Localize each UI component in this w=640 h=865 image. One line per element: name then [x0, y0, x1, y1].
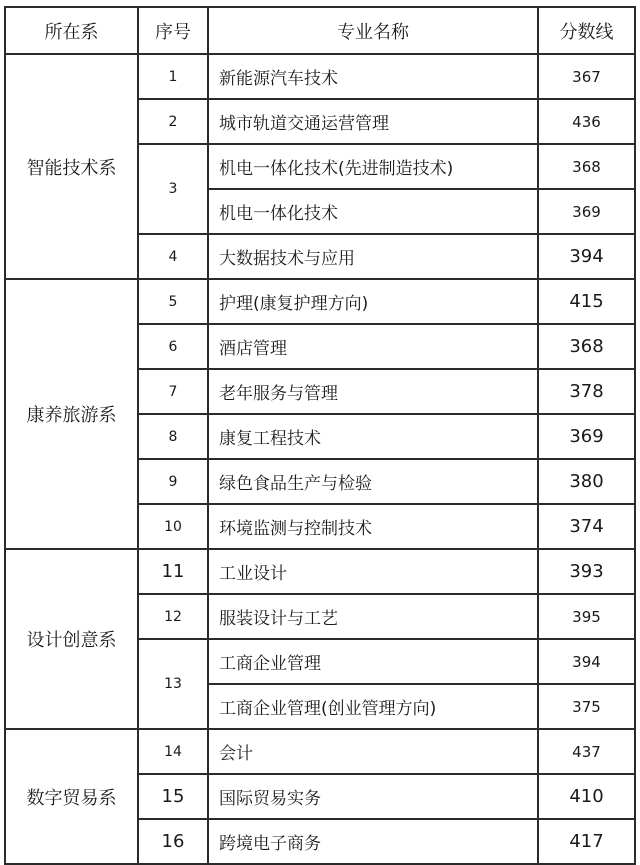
- score-cell: 417: [538, 819, 635, 864]
- score-cell: 394: [538, 234, 635, 279]
- seq-cell: 14: [138, 729, 208, 774]
- seq-cell: 10: [138, 504, 208, 549]
- major-cell: 酒店管理: [208, 324, 538, 369]
- seq-cell: 7: [138, 369, 208, 414]
- dept-cell: 康养旅游系: [5, 279, 138, 549]
- seq-cell: 4: [138, 234, 208, 279]
- score-cell: 375: [538, 684, 635, 729]
- seq-cell: 5: [138, 279, 208, 324]
- major-cell: 跨境电子商务: [208, 819, 538, 864]
- header-row: [5, 7, 635, 54]
- seq-cell: 12: [138, 594, 208, 639]
- major-cell: 机电一体化技术: [208, 189, 538, 234]
- score-cell: 393: [538, 549, 635, 594]
- score-cell: 394: [538, 639, 635, 684]
- major-cell: 环境监测与控制技术: [208, 504, 538, 549]
- table-row: [5, 549, 635, 594]
- seq-cell: 1: [138, 54, 208, 99]
- header-dept: 所在系: [5, 7, 138, 54]
- major-cell: 工业设计: [208, 549, 538, 594]
- table-row: [5, 729, 635, 774]
- score-cell: 368: [538, 324, 635, 369]
- major-cell: 老年服务与管理: [208, 369, 538, 414]
- admission-score-table: [4, 6, 636, 865]
- seq-cell: 9: [138, 459, 208, 504]
- score-cell: 380: [538, 459, 635, 504]
- major-cell: 新能源汽车技术: [208, 54, 538, 99]
- score-cell: 436: [538, 99, 635, 144]
- seq-cell: 2: [138, 99, 208, 144]
- header-score: 分数线: [538, 7, 635, 54]
- major-cell: 机电一体化技术(先进制造技术): [208, 144, 538, 189]
- major-cell: 工商企业管理: [208, 639, 538, 684]
- score-cell: 395: [538, 594, 635, 639]
- score-cell: 410: [538, 774, 635, 819]
- major-cell: 护理(康复护理方向): [208, 279, 538, 324]
- dept-cell: 设计创意系: [5, 549, 138, 729]
- major-cell: 康复工程技术: [208, 414, 538, 459]
- seq-cell: 11: [138, 549, 208, 594]
- major-cell: 大数据技术与应用: [208, 234, 538, 279]
- seq-cell: 6: [138, 324, 208, 369]
- seq-cell: 8: [138, 414, 208, 459]
- dept-cell: 智能技术系: [5, 54, 138, 279]
- score-cell: 374: [538, 504, 635, 549]
- score-cell: 437: [538, 729, 635, 774]
- score-cell: 368: [538, 144, 635, 189]
- score-cell: 369: [538, 414, 635, 459]
- major-cell: 国际贸易实务: [208, 774, 538, 819]
- table-row: [5, 54, 635, 99]
- header-major: 专业名称: [208, 7, 538, 54]
- score-cell: 378: [538, 369, 635, 414]
- seq-cell: 16: [138, 819, 208, 864]
- score-cell: 369: [538, 189, 635, 234]
- header-seq: 序号: [138, 7, 208, 54]
- major-cell: 城市轨道交通运营管理: [208, 99, 538, 144]
- score-cell: 415: [538, 279, 635, 324]
- score-cell: 367: [538, 54, 635, 99]
- major-cell: 工商企业管理(创业管理方向): [208, 684, 538, 729]
- seq-cell: 13: [138, 639, 208, 729]
- major-cell: 会计: [208, 729, 538, 774]
- table-row: [5, 279, 635, 324]
- dept-cell: 数字贸易系: [5, 729, 138, 864]
- major-cell: 绿色食品生产与检验: [208, 459, 538, 504]
- seq-cell: 15: [138, 774, 208, 819]
- major-cell: 服装设计与工艺: [208, 594, 538, 639]
- seq-cell: 3: [138, 144, 208, 234]
